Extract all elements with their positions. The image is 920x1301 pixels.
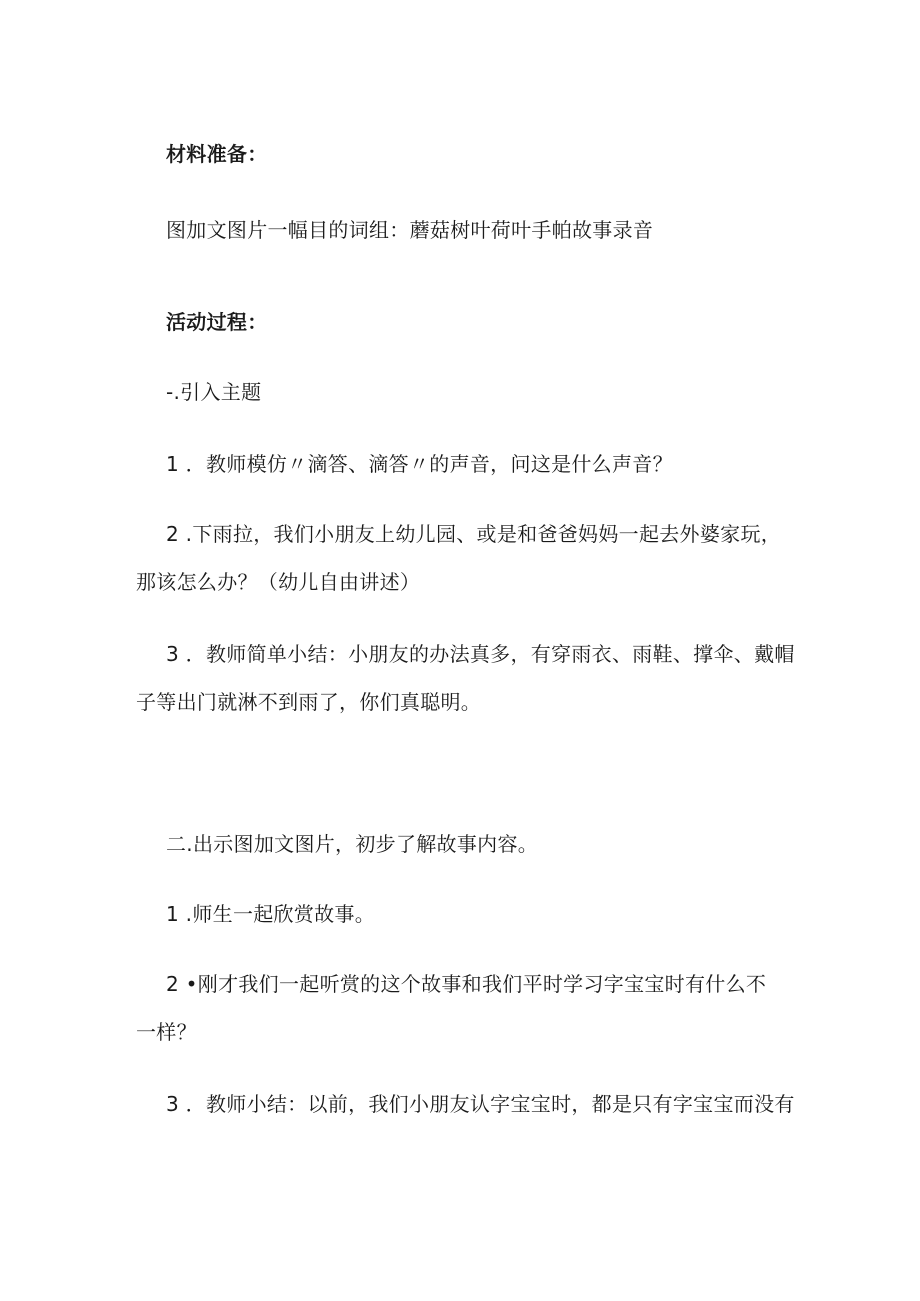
- part1-step2-line1: 2 .下雨拉，我们小朋友上幼儿园、或是和爸爸妈妈一起去外婆家玩，: [166, 522, 782, 546]
- part1-step3-line1: 3 ．教师简单小结：小朋友的办法真多，有穿雨衣、雨鞋、撑伞、戴帽: [166, 642, 795, 666]
- part2-step3-line1: 3 ．教师小结：以前，我们小朋友认字宝宝时，都是只有字宝宝而没有: [166, 1092, 795, 1116]
- part2-title: 二.出示图加文图片，初步了解故事内容。: [166, 832, 539, 856]
- part2-step2-line1: 2 •刚才我们一起听赏的这个故事和我们平时学习字宝宝时有什么不: [166, 972, 767, 996]
- part2-step2-line2: 一样？: [136, 1020, 197, 1044]
- materials-content: 图加文图片一幅目的词组：蘑菇树叶荷叶手帕故事录音: [166, 218, 654, 242]
- part1-step3-line2: 子等出门就淋不到雨了，你们真聪明。: [136, 690, 482, 714]
- part2-step1: 1 .师生一起欣赏故事。: [166, 902, 376, 926]
- part1-title: -.引入主题: [166, 380, 262, 404]
- materials-heading: 材料准备：: [166, 142, 268, 166]
- part1-step2-line2: 那该怎么办？（幼儿自由讲述）: [136, 570, 421, 594]
- part1-step1: 1 ．教师模仿〃滴答、滴答〃的声音，问这是什么声音？: [166, 452, 673, 476]
- process-heading: 活动过程：: [166, 310, 268, 334]
